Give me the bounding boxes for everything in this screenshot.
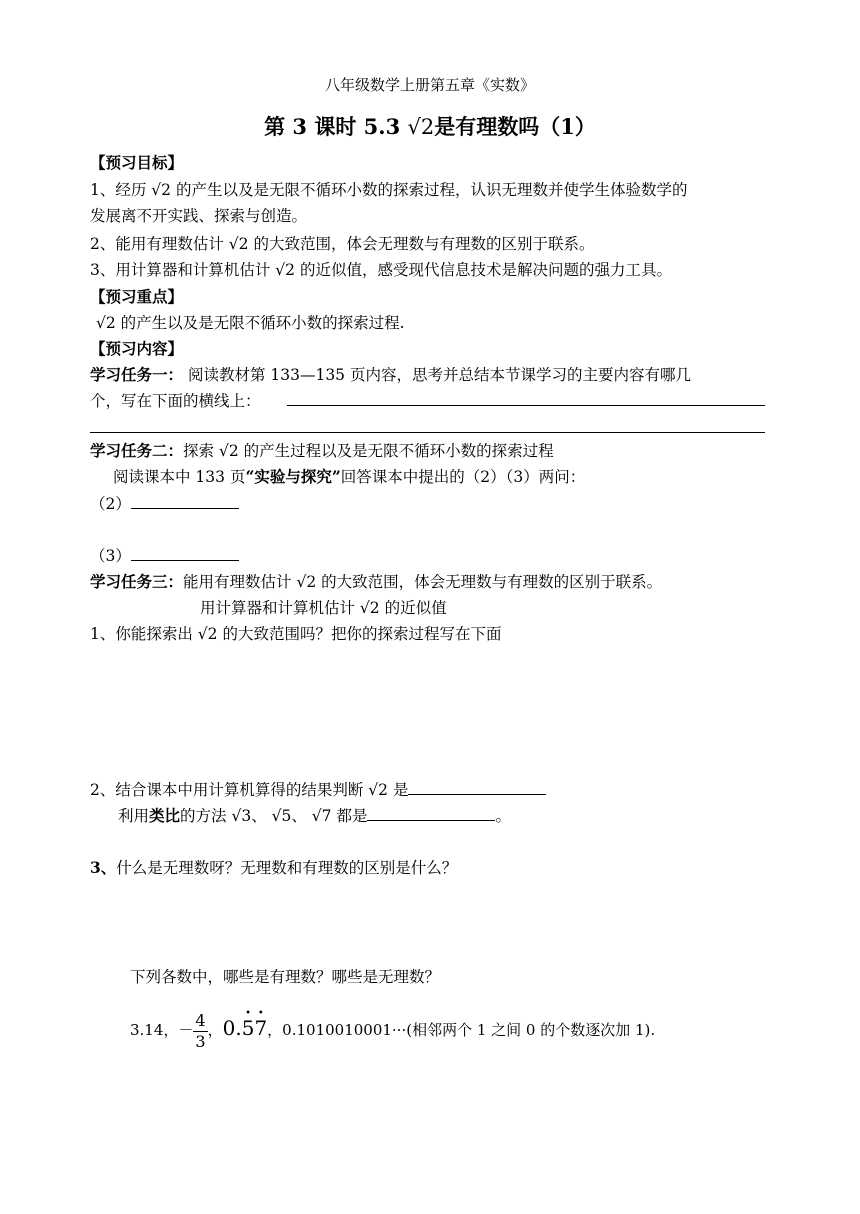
question-1: 1、你能探索出 √2 的大致范围吗？把你的探索过程写在下面 xyxy=(90,625,502,643)
q2b-post: 的方法 √3、 √5、 √7 都是 xyxy=(180,807,368,825)
task2-read xyxy=(113,467,585,487)
separator: ， xyxy=(207,1021,223,1039)
task1-line2: 个，写在下面的横线上： xyxy=(90,392,261,410)
book-header: 八年级数学上册第五章《实数》 xyxy=(324,76,535,94)
answer-line[interactable] xyxy=(90,432,765,433)
task1-line1 xyxy=(90,365,691,385)
exercise-prompt: 下列各数中，哪些是有理数？哪些是无理数？ xyxy=(130,968,441,986)
repeating-decimal xyxy=(223,1016,268,1040)
goal-item: 3、用计算器和计算机估计 √2 的近似值，感受现代信息技术是解决问题的强力工具。 xyxy=(90,261,672,279)
goal-item: 2、能用有理数估计 √2 的大致范围，体会无理数与有理数的区别于联系。 xyxy=(90,235,595,253)
repeating-digit: • 7 xyxy=(254,1000,267,1056)
goals-heading: 【预习目标】 xyxy=(90,153,184,172)
q2b-pre: 利用 xyxy=(118,807,150,825)
focus-text: √2 的产生以及是无限不循环小数的探索过程. xyxy=(96,314,405,332)
task2-read-pre: 阅读课本中 133 页 xyxy=(113,468,246,486)
question-2b xyxy=(118,806,511,826)
decimal-int: 0. xyxy=(222,1016,242,1040)
content-heading: 【预习内容】 xyxy=(90,339,184,358)
task2-label: 学习任务二： xyxy=(90,441,184,460)
task2-q3 xyxy=(90,546,239,566)
fraction xyxy=(193,1011,207,1052)
task1-text1: 阅读教材第 133—135 页内容，思考并总结本节课学习的主要内容有哪几 xyxy=(183,366,691,384)
q2b-blank[interactable] xyxy=(367,806,495,821)
title-prefix: 第 3 课时 5.3 xyxy=(264,114,408,139)
task3-label: 学习任务三： xyxy=(90,572,184,591)
fraction-numerator: 4 xyxy=(195,1010,206,1030)
q2-blank[interactable] xyxy=(131,494,239,509)
q2b-bold: 类比 xyxy=(149,806,181,825)
goal-item: 1、经历 √2 的产生以及是无限不循环小数的探索过程，认识无理数并使学生体验数学的 xyxy=(90,181,688,199)
task1-label: 学习任务一： xyxy=(90,365,184,384)
q2a-blank[interactable] xyxy=(408,780,546,795)
fraction-denominator: 3 xyxy=(195,1031,206,1051)
question-2a xyxy=(90,780,546,800)
task2-line xyxy=(90,441,554,461)
task2-q2 xyxy=(90,494,239,514)
title-sqrt: √2 xyxy=(407,115,435,139)
q3-num: 3、 xyxy=(90,858,117,877)
title-suffix: 是有理数吗（1） xyxy=(434,114,596,139)
num-tail: ，0.1010010001···(相邻两个 1 之间 0 的个数逐次加 1). xyxy=(267,1021,656,1039)
task2-read-bold: “实验与探究” xyxy=(245,467,341,486)
q3-text: 什么是无理数呀？无理数和有理数的区别是什么？ xyxy=(116,859,458,877)
task2-read-post: 回答课本中提出的（2）（3）两问： xyxy=(340,468,586,486)
q3-blank[interactable] xyxy=(131,546,239,561)
exercise-numbers xyxy=(130,1000,655,1056)
answer-line[interactable] xyxy=(287,405,765,406)
question-3 xyxy=(90,858,457,878)
focus-heading: 【预习重点】 xyxy=(90,287,184,306)
task3-line1 xyxy=(90,572,662,592)
task3-text1: 能用有理数估计 √2 的大致范围，体会无理数与有理数的区别于联系。 xyxy=(183,573,663,591)
q2-label: （2） xyxy=(90,495,131,513)
task3-line2: 用计算器和计算机估计 √2 的近似值 xyxy=(200,599,447,617)
q2a-text: 2、结合课本中用计算机算得的结果判断 √2 是 xyxy=(90,781,409,799)
page-title xyxy=(0,114,860,140)
q3-label: （3） xyxy=(90,547,131,565)
task2-text: 探索 √2 的产生过程以及是无限不循环小数的探索过程 xyxy=(183,442,554,460)
q2b-end: 。 xyxy=(495,807,511,825)
goal-item: 发展离不开实践、探索与创造。 xyxy=(90,207,308,225)
repeating-digit: • 5 xyxy=(242,1000,255,1056)
num-1: 3.14，－ xyxy=(130,1021,194,1039)
